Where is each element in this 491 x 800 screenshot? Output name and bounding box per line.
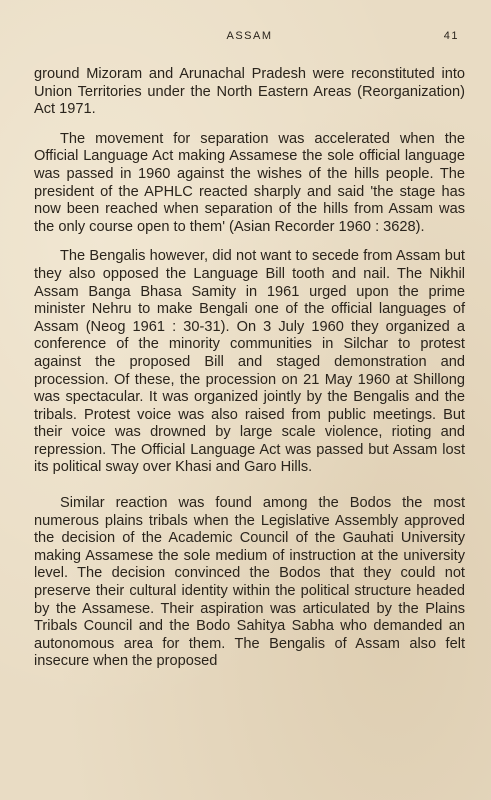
paragraph-1: ground Mizoram and Arunachal Pradesh were reconstituted into Union Territories under the North Eastern Areas (Reorganization) Act 1971. (34, 66, 465, 118)
page-number: 41 (443, 30, 459, 42)
paragraph-2: The movement for separation was accelerated when the Official Language Act making Assamese the sole official language was passed in 1960 against the wishes of the hills people. The president of the APHLC reacted sharply and said 'the stage has now been reached when separation of the hills from Assam was the only course open to them' (Asian Recorder 1960 : 3628). (34, 130, 465, 235)
paragraph-3: The Bengalis however, did not want to secede from Assam but they also opposed the Language Bill tooth and nail. The Nikhil Assam Banga Bhasa Samity in 1961 urged upon the prime minister Nehru to make Bengali one of the official languages of Assam (Neog 1961 : 30-31). On 3 July 1960 they organized a conference of the minority communities in Silchar to protest against the proposed Bill and staged demonstration and procession. Of these, the procession on 21 May 1960 at Shillong was spectacular. It was organized jointly by the Bengalis and the tribals. Protest voice was also raised from public meetings. But their voice was drowned by large scale violence, rioting and repression. The Official Language Act was passed but Assam lost its political sway over Khasi and Garo Hills. (34, 248, 465, 476)
body-text (34, 66, 465, 671)
running-title: ASSAM (226, 30, 273, 42)
running-head (34, 30, 465, 52)
paragraph-4: Similar reaction was found among the Bodos the most numerous plains tribals when the Legislative Assembly approved the decision of the Academic Council of the Gauhati University making Assamese the sole medium of instruction at the university level. The decision convinced the Bodos that they could not preserve their cultural identity within the political structure headed by the Assamese. Their aspiration was articulated by the Plains Tribals Council and the Bodo Sahitya Sabha who demanded an autonomous area for them. The Bengalis of Assam also felt insecure when the proposed (34, 495, 465, 670)
